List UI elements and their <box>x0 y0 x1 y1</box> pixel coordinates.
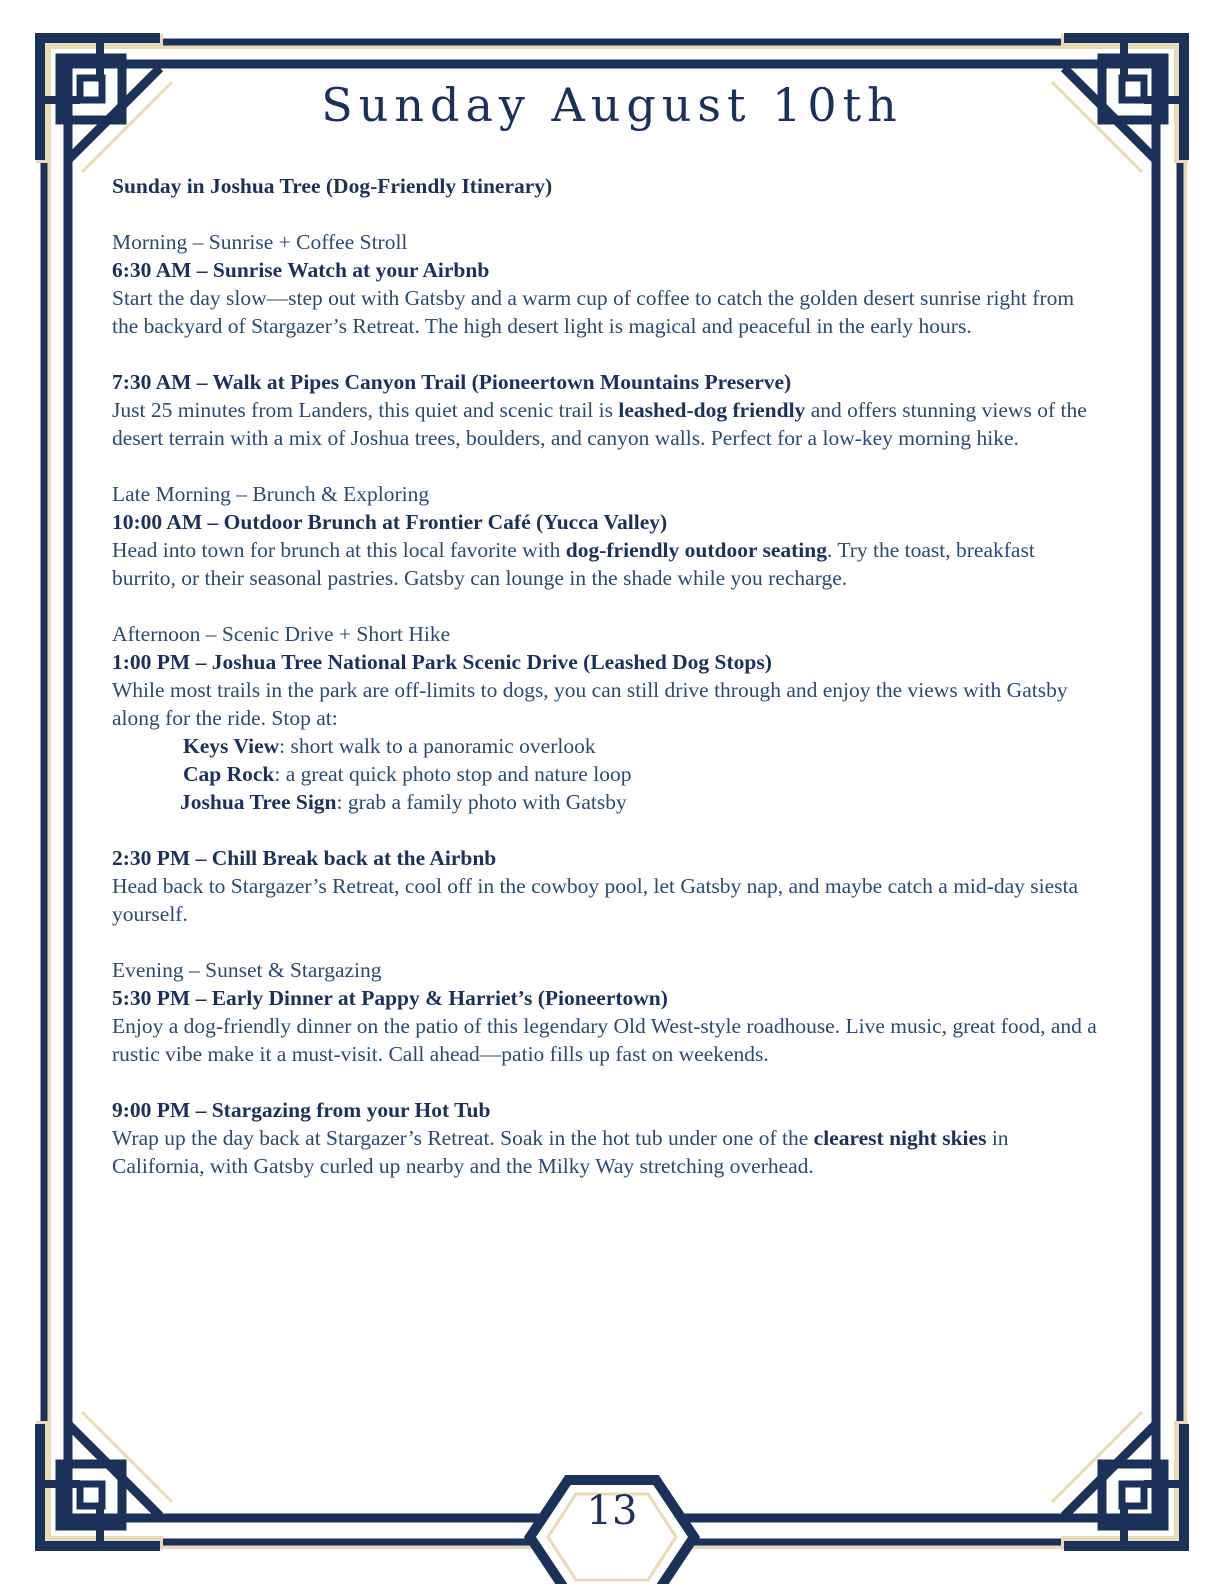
event-heading: 7:30 AM – Walk at Pipes Canyon Trail (Pioneertown Mountains Preserve) <box>112 370 792 394</box>
stop-description: : grab a family photo with Gatsby <box>336 790 627 814</box>
text-run: Just 25 minutes from Landers, this quiet and scenic trail is <box>112 398 619 422</box>
text-run: Head into town for brunch at this local favorite with <box>112 538 566 562</box>
event-description: Enjoy a dog-friendly dinner on the patio of this legendary Old West-style roadhouse. Live music, great food, and a rustic vibe make it a must-visit. Call ahead—patio fills up fast on weekends. <box>112 1014 1097 1066</box>
section-label-evening: Evening – Sunset & Stargazing <box>112 958 382 982</box>
event-description: Start the day slow—step out with Gatsby and a warm cup of coffee to catch the golden desert sunrise right from the backyard of Stargazer’s Retreat. The high desert light is magical and peaceful in the early hours. <box>112 286 1075 338</box>
text-run: in California, with Gatsby curled up nearby and the Milky Way stretching overhead. <box>112 1126 1009 1178</box>
stop-name: Keys View <box>183 734 280 758</box>
event-heading: 10:00 AM – Outdoor Brunch at Frontier Café (Yucca Valley) <box>112 510 668 534</box>
itinerary-content <box>112 172 1102 1180</box>
text-run: and offers stunning views of the desert terrain with a mix of Joshua trees, boulders, and canyon walls. Perfect for a low-key morning hike. <box>112 398 1087 450</box>
bold-highlight: dog-friendly outdoor seating <box>565 538 827 562</box>
event-description <box>112 536 1102 592</box>
event-heading: 5:30 PM – Early Dinner at Pappy & Harriet’s (Pioneertown) <box>112 986 668 1010</box>
text-run: Wrap up the day back at Stargazer’s Retreat. Soak in the hot tub under one of the <box>112 1126 814 1150</box>
event-description <box>112 396 1102 452</box>
stop-item <box>112 788 1102 816</box>
event-description: Head back to Stargazer’s Retreat, cool off in the cowboy pool, let Gatsby nap, and maybe catch a mid-day siesta yourself. <box>112 874 1078 926</box>
section-label-afternoon: Afternoon – Scenic Drive + Short Hike <box>112 622 451 646</box>
page-number: 13 <box>586 1488 638 1534</box>
stop-item <box>112 760 1102 788</box>
stop-item <box>112 732 1102 760</box>
bold-highlight: clearest night skies <box>813 1126 987 1150</box>
bold-highlight: leashed-dog friendly <box>618 398 806 422</box>
event-heading: 1:00 PM – Joshua Tree National Park Scenic Drive (Leashed Dog Stops) <box>112 650 772 674</box>
stop-description: : short walk to a panoramic overlook <box>279 734 596 758</box>
event-heading: 9:00 PM – Stargazing from your Hot Tub <box>112 1098 491 1122</box>
text-run: . Try the toast, breakfast burrito, or their seasonal pastries. Gatsby can lounge in the shade while you recharge. <box>112 538 1035 590</box>
stop-name: Joshua Tree Sign <box>180 790 337 814</box>
event-heading: 6:30 AM – Sunrise Watch at your Airbnb <box>112 258 490 282</box>
itinerary-heading: Sunday in Joshua Tree (Dog-Friendly Itinerary) <box>112 174 553 198</box>
stop-name: Cap Rock <box>183 762 275 786</box>
stop-description: : a great quick photo stop and nature loop <box>274 762 632 786</box>
event-description: While most trails in the park are off-limits to dogs, you can still drive through and enjoy the views with Gatsby along for the ride. Stop at: <box>112 678 1068 730</box>
section-label-late-morning: Late Morning – Brunch & Exploring <box>112 482 430 506</box>
event-heading: 2:30 PM – Chill Break back at the Airbnb <box>112 846 497 870</box>
event-description <box>112 1124 1102 1180</box>
section-label-morning: Morning – Sunrise + Coffee Stroll <box>112 230 408 254</box>
page-title: Sunday August 10th <box>321 78 903 132</box>
